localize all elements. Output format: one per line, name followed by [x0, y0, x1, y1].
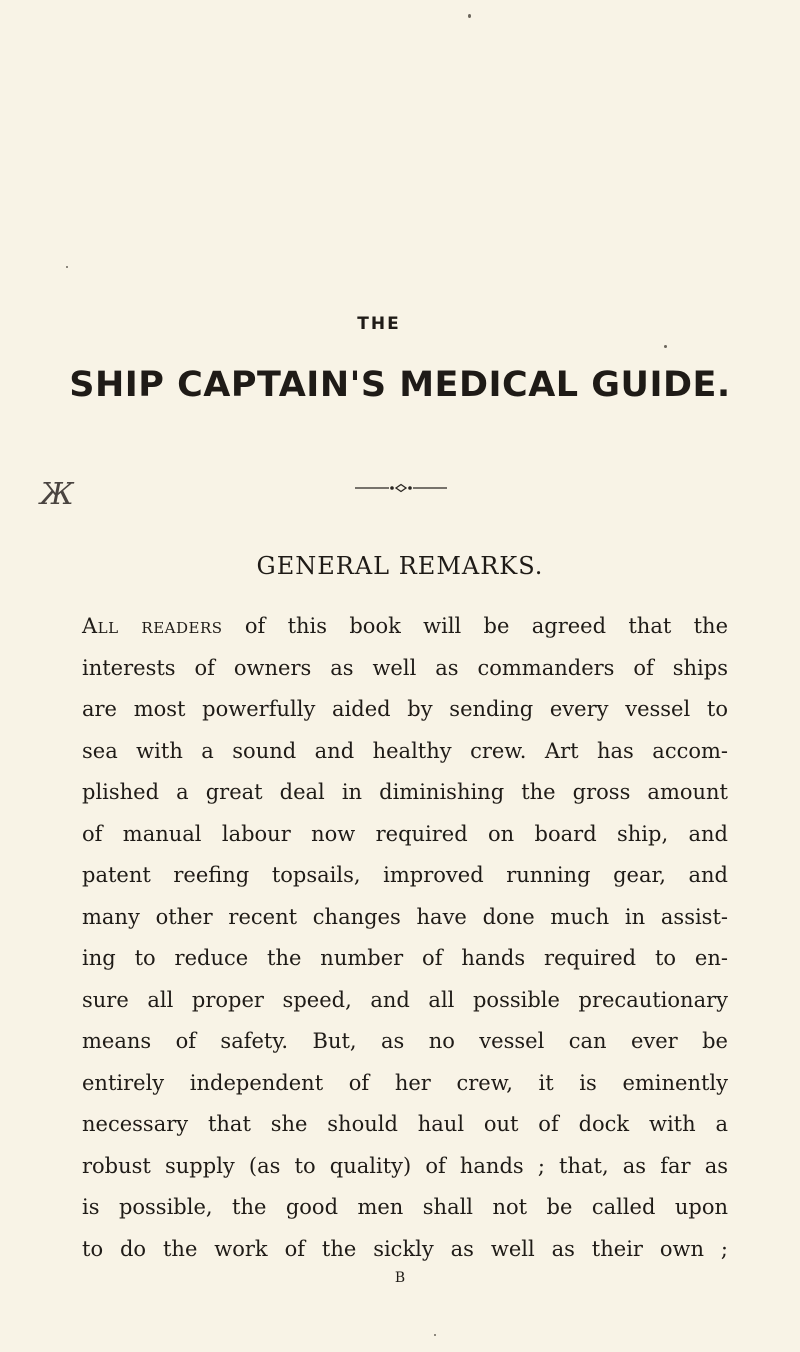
text-line: entirely independent of her crew, it is eminently — [82, 1070, 728, 1095]
signature-mark: B — [394, 1270, 406, 1286]
text-line: is possible, the good men shall not be called upon — [82, 1195, 728, 1219]
body-text — [82, 606, 728, 1270]
text-line: of manual labour now required on board ship, and — [82, 821, 728, 846]
text-line: sea with a sound and healthy crew. Art has accom- — [82, 738, 728, 763]
pre-title: THE — [357, 314, 401, 334]
text-line: interests of owners as well as commanders of ships — [82, 655, 728, 680]
text-line: necessary that she should haul out of dock with a — [82, 1112, 728, 1136]
first-line-text: of this book will be agreed that the — [222, 614, 728, 638]
lead-smallcaps: All readers — [82, 614, 223, 638]
handwritten-mark: Ж — [40, 477, 74, 512]
text-line: to do the work of the sickly as well as their own ; — [82, 1236, 728, 1261]
book-title: SHIP CAPTAIN'S MEDICAL GUIDE. — [69, 365, 731, 405]
text-line: many other recent changes have done much in assist- — [82, 904, 728, 929]
paper-speck — [468, 14, 471, 18]
paper-speck — [66, 266, 68, 268]
text-line — [82, 606, 728, 648]
text-line: plished a great deal in diminishing the gross amount — [82, 780, 728, 804]
text-line: patent reefing topsails, improved running gear, and — [82, 863, 728, 887]
text-line: are most powerfully aided by sending every vessel to — [82, 697, 728, 721]
text-line: robust supply (as to quality) of hands ; that, as far as — [82, 1153, 728, 1178]
section-heading: GENERAL REMARKS. — [256, 552, 544, 580]
paper-speck — [434, 1334, 436, 1336]
paper-speck — [664, 345, 667, 348]
text-line: sure all proper speed, and all possible precautionary — [82, 987, 728, 1012]
text-line: means of safety. But, as no vessel can ever be — [82, 1029, 728, 1053]
text-line: ing to reduce the number of hands required to en- — [82, 946, 728, 970]
ornament-divider-icon — [355, 482, 447, 494]
